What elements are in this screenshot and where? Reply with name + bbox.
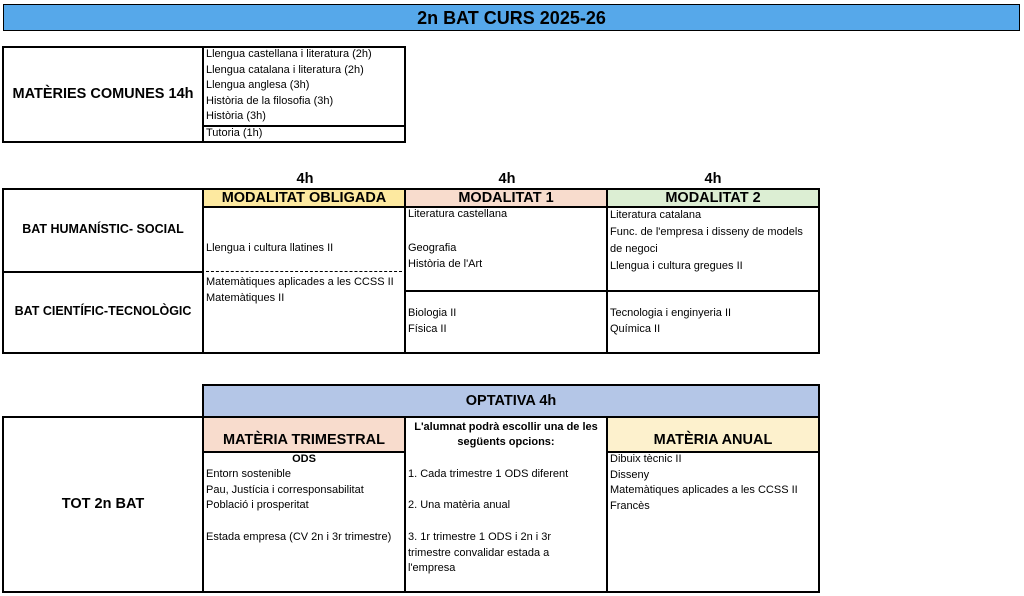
mod1-humanistic-b [408,241,482,272]
anual-item: Francès [610,499,650,512]
hours-mod1: 4h [498,171,516,187]
trimestral-items [206,467,364,514]
mod1-subject: Literatura castellana [408,208,508,220]
mod1-subject: Física II [408,322,447,335]
comunes-label: MATÈRIES COMUNES 14h [12,86,194,102]
mod2-subject: Llengua i cultura gregues II [610,260,743,272]
anual-item: Matemàtiques aplicades a les CCSS II [610,484,798,496]
trimestral-header: MATÈRIA TRIMESTRAL [223,432,385,448]
row-label-humanistic: BAT HUMANÍSTIC- SOCIAL [22,222,184,236]
comunes-subject: Llengua castellana i literatura (2h) [206,48,372,60]
middle-intro-line: següents opcions: [457,436,555,448]
trimestral-subheader: ODS [292,453,316,465]
middle-option-3 [408,530,551,577]
page-title: 2n BAT CURS 2025-26 [3,4,1020,31]
obligada-subject: Matemàtiques II [206,291,285,304]
mod1-subject: Biologia II [408,307,457,319]
trimestral-extra: Estada empresa (CV 2n i 3r trimestre) [206,531,392,543]
trimestral-item: Entorn sostenible [206,468,291,480]
middle-intro [406,420,606,450]
row-label-cientific: BAT CIENTÍFIC-TECNOLÒGIC [14,304,192,318]
middle-intro-line: L'alumnat podrà escollir una de les [414,421,598,433]
optativa-title: OPTATIVA 4h [465,393,557,409]
middle-option-1: 1. Cada trimestre 1 ODS diferent [408,468,569,480]
mod2-subject: Química II [610,322,661,335]
comunes-subject: Història de la filosofia (3h) [206,94,334,107]
mod1-subject: Història de l'Art [408,257,483,270]
mod2-cientific [610,306,731,337]
anual-item: Dibuix tècnic II [610,453,682,465]
comunes-subject: Llengua catalana i literatura (2h) [206,63,364,76]
mod2-subject: de negoci [610,243,658,255]
mod2-subject: Literatura catalana [610,209,702,221]
mod2-subject: Tecnologia i enginyeria II [610,307,732,319]
trimestral-item: Pau, Justícia i corresponsabilitat [206,483,364,496]
header-obligada: MODALITAT OBLIGADA [221,190,387,206]
hours-obligada: 4h [296,171,314,187]
mod1-subject: Geografia [408,242,457,254]
trimestral-item: Població i prosperitat [206,499,309,511]
anual-items [610,452,798,514]
comunes-tutoria: Tutoria (1h) [206,127,263,139]
anual-header: MATÈRIA ANUAL [653,432,773,448]
middle-option-3-line: 3. 1r trimestre 1 ODS i 2n i 3r [408,531,552,543]
header-mod1: MODALITAT 1 [458,190,554,206]
middle-option-2: 2. Una matèria anual [408,499,511,511]
header-mod2: MODALITAT 2 [665,190,761,206]
middle-option-3-line: trimestre convalidar estada a [408,546,550,559]
mod1-cientific [408,306,456,337]
obligada-cientific [206,275,394,306]
obligada-subject: Matemàtiques aplicades a les CCSS II [206,276,394,288]
mod2-subject: Func. de l'empresa i disseny de models [610,226,803,238]
comunes-subject-list [206,47,372,125]
hours-mod2: 4h [704,171,722,187]
mod2-humanistic [610,207,803,275]
optativa-row-label: TOT 2n BAT [61,496,145,512]
comunes-subject: Història (3h) [206,110,266,122]
obligada-humanistic: Llengua i cultura llatines II [206,242,334,254]
comunes-subject: Llengua anglesa (3h) [206,79,310,91]
anual-item: Disseny [610,468,650,481]
middle-option-3-line: l'empresa [408,562,456,574]
obligada-divider [206,271,402,272]
mod1-humanistic [408,207,507,223]
